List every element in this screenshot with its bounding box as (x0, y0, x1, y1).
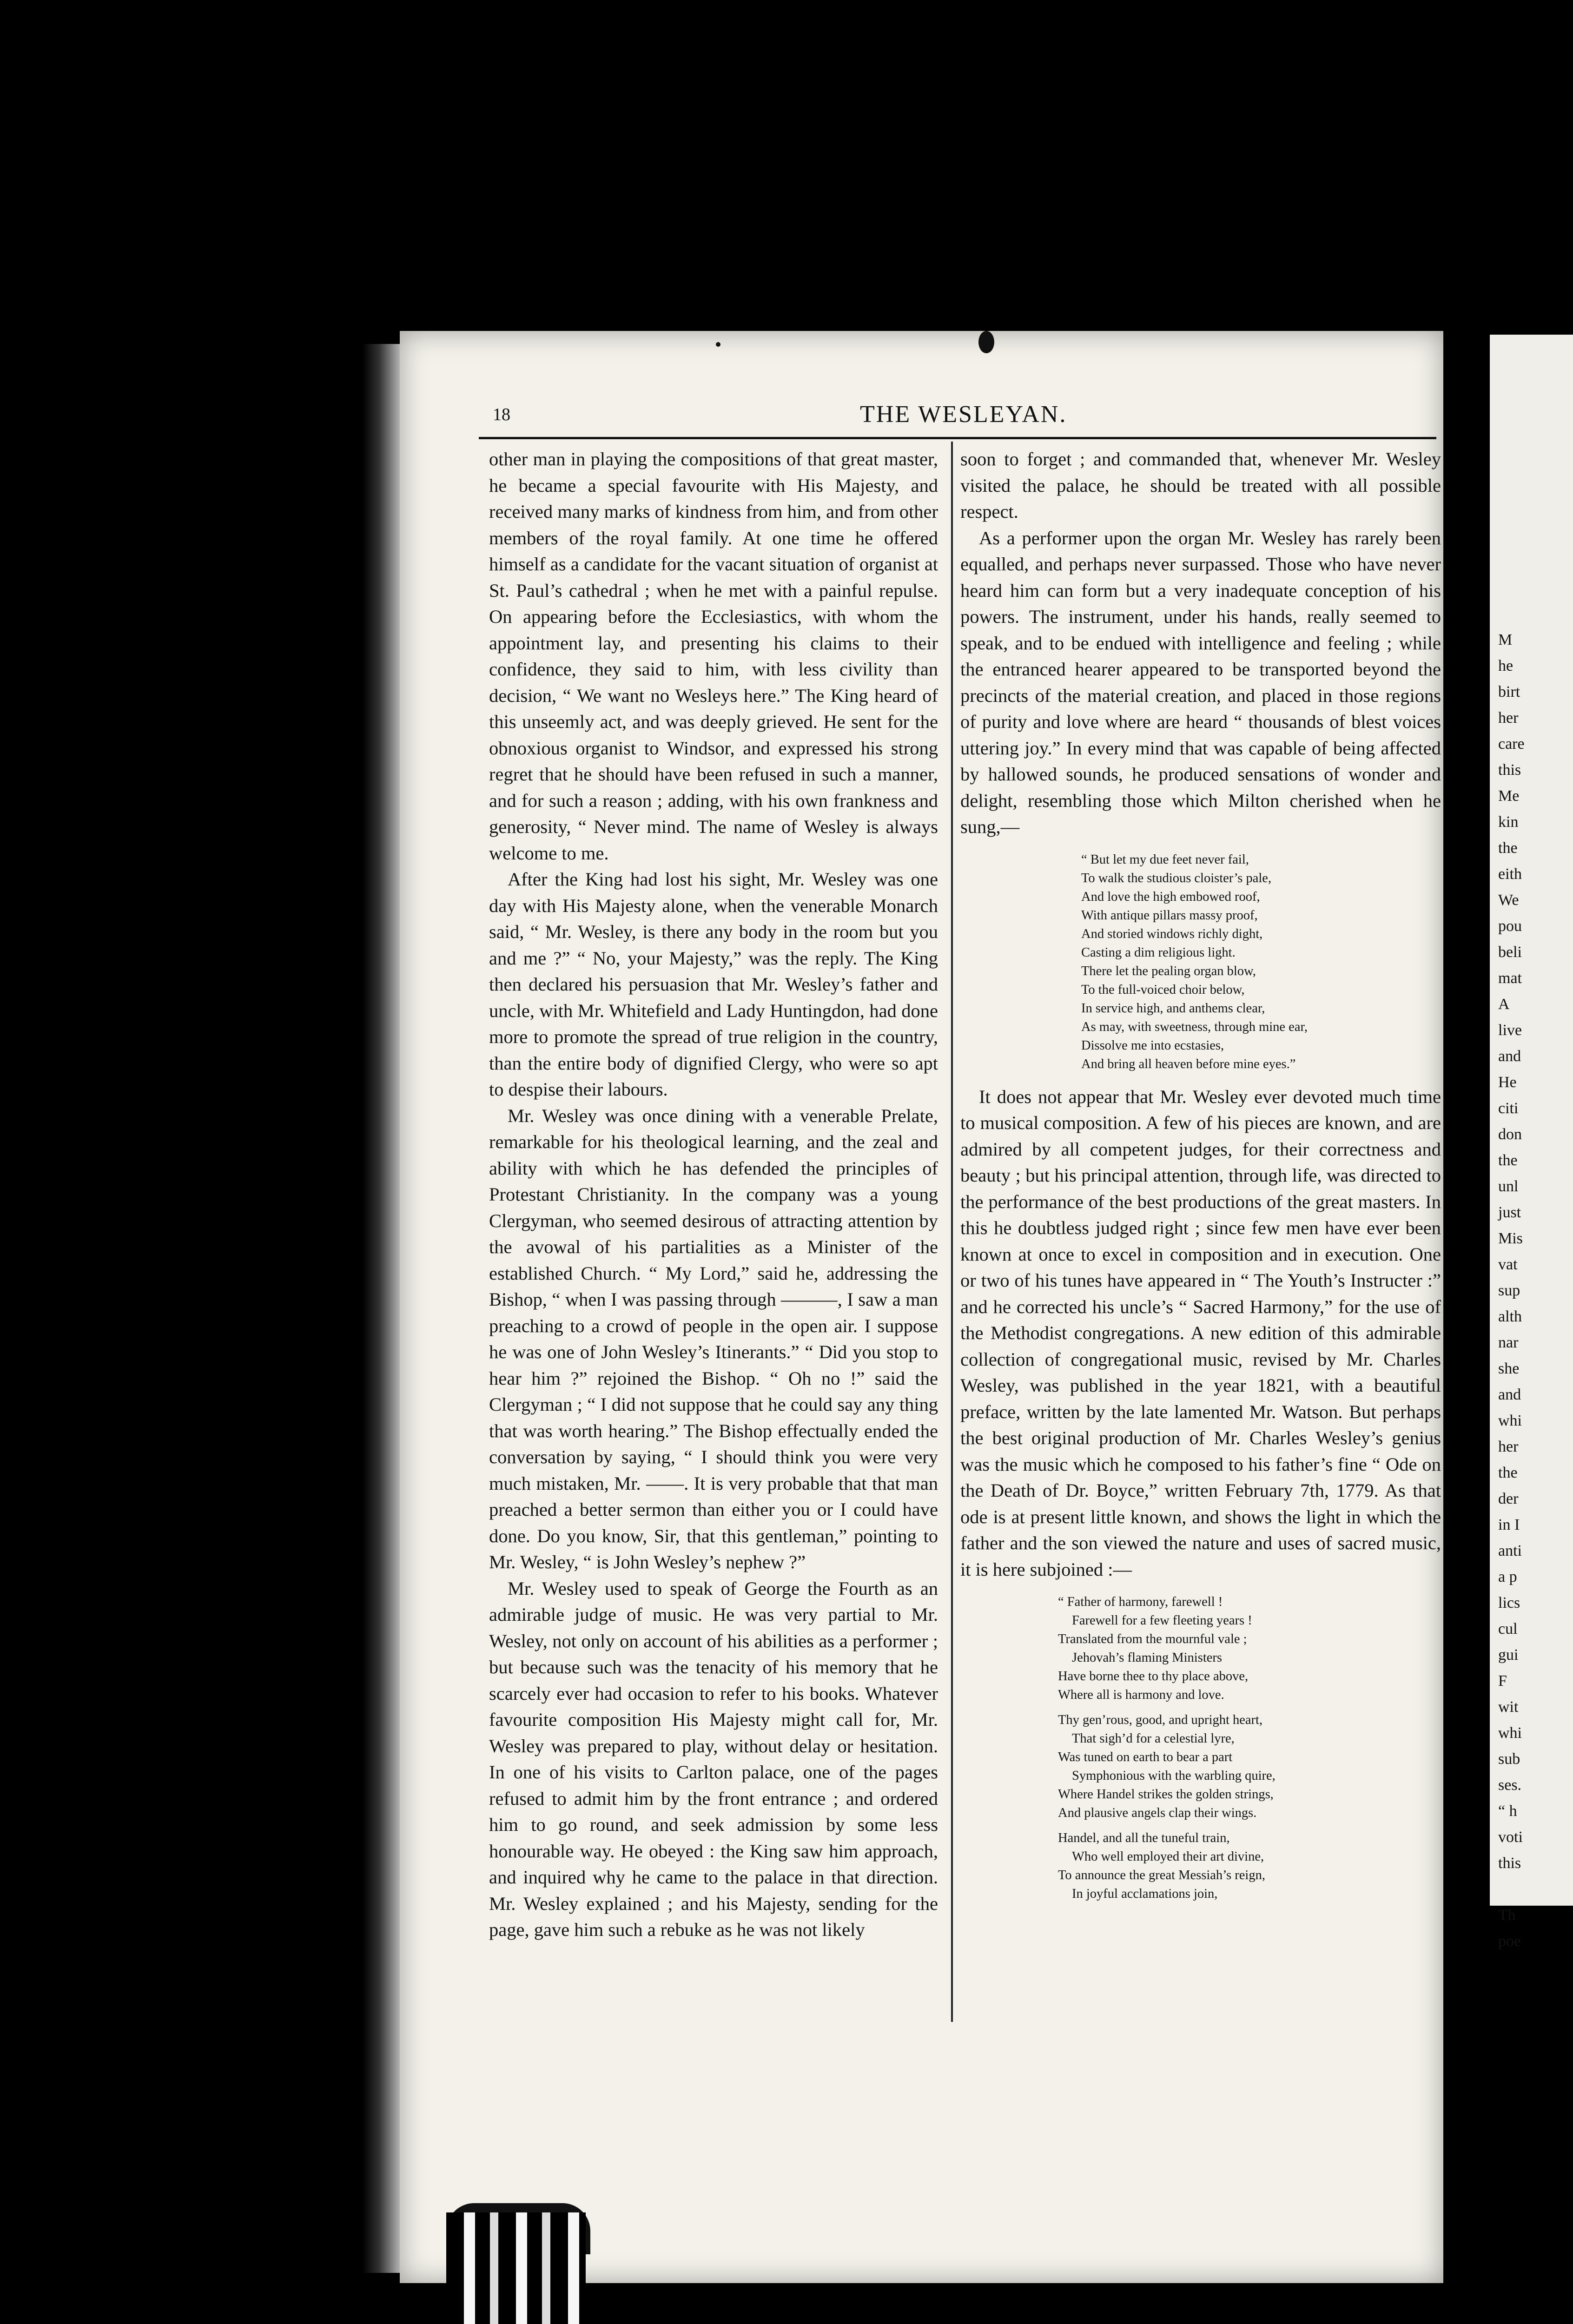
verse-line: Symphonious with the warbling quire, (1072, 1769, 1276, 1783)
facing-page-fragment: the (1498, 1152, 1518, 1169)
verse-line: With antique pillars massy proof, (1081, 908, 1258, 923)
verse-line: Was tuned on earth to bear a part (1058, 1750, 1233, 1764)
left-column (489, 446, 938, 1943)
verse-line: That sigh’d for a celestial lyre, (1072, 1731, 1235, 1746)
verse-line: And plausive angels clap their wings. (1058, 1806, 1257, 1820)
verse-line: And love the high embowed roof, (1081, 889, 1260, 904)
facing-page-fragment: Mis (1498, 1230, 1523, 1247)
verse-line: To walk the studious cloister’s pale, (1081, 871, 1272, 885)
verse-line: Have borne thee to thy place above, (1058, 1669, 1249, 1684)
verse-line: And bring all heaven before mine eyes.” (1081, 1056, 1296, 1071)
facing-page-fragment: lics (1498, 1594, 1520, 1611)
paragraph: Mr. Wesley was once dining with a venerable Prelate, remarkable for his theological learning, and the zeal and ability with which he has defended the principles of Protestant Christianity. In the company was a young Clergyman, who seemed desirous of attracting attention by the avowal of his partialities as a Minister of the established Church. “ My Lord,” said he, addressing the Bishop, “ when I was passing through ———, I saw a man preaching to a crowd of people in the open air. I suppose he was one of John Wesley’s Itinerants.” “ Did you stop to hear him ?” rejoined the Bishop. “ Oh no !” said the Clergyman ; “ I did not suppose that he could say any thing that was worth hearing.” The Bishop effectually ended the conversation by saying, “ I should think you were very much mistaken, Mr. ——. It is very probable that that man preached a better sermon than either you or I could have done. Do you know, Sir, that this gentleman,” pointing to Mr. Wesley, “ is John Wesley’s nephew ?” (489, 1105, 938, 1572)
ode-stanza (1058, 1829, 1441, 1903)
verse-line: Handel, and all the tuneful train, (1058, 1831, 1230, 1845)
verse-line: Where Handel strikes the golden strings, (1058, 1787, 1274, 1802)
facing-page-fragment: unl (1498, 1178, 1519, 1195)
facing-page-fragment: F (1498, 1672, 1507, 1690)
facing-page-fragment: care (1498, 735, 1525, 753)
facing-page-fragment: der (1498, 1490, 1519, 1507)
facing-page-fragment: don (1498, 1126, 1522, 1143)
facing-page-fragment: in I (1498, 1516, 1520, 1533)
facing-page-fragment: gui (1498, 1646, 1519, 1664)
verse-line: There let the pealing organ blow, (1081, 964, 1256, 978)
verse-line: In service high, and anthems clear, (1081, 1001, 1265, 1016)
facing-page-fragment: M (1498, 631, 1513, 648)
facing-page-fragment: citi (1498, 1100, 1519, 1117)
facing-page-sliver (1490, 335, 1573, 1950)
header-rule (479, 437, 1436, 439)
facing-page-fragment: this (1498, 1855, 1521, 1872)
facing-page-fragment: her (1498, 1438, 1519, 1455)
facing-page-fragment: her (1498, 709, 1519, 726)
facing-page-fragment: pou (1498, 918, 1522, 935)
facing-page-fragment: cul (1498, 1620, 1518, 1637)
paragraph: soon to forget ; and commanded that, whenever Mr. Wesley visited the palace, he should be treated with all possible respect. (960, 449, 1441, 522)
verse-line: Thy gen’rous, good, and upright heart, (1058, 1713, 1263, 1727)
facing-page-fragment: “ h (1498, 1802, 1517, 1820)
verse-line: In joyful acclamations join, (1072, 1887, 1218, 1901)
facing-page-fragment: he (1498, 657, 1514, 674)
facing-page-fragment: voti (1498, 1829, 1523, 1846)
facing-page-fragment: just (1498, 1204, 1521, 1221)
column-rule (951, 442, 953, 2022)
verse-line: Casting a dim religious light. (1081, 945, 1236, 960)
ink-speck (716, 342, 720, 347)
paragraph: It does not appear that Mr. Wesley ever devoted much time to musical composition. A few of his pieces are known, and are admired by all competent judges, for their correctness and beauty ; but his principal attention, through life, was directed to the performance of the best productions of the great masters. In this he doubtless judged right ; since few men have ever been known at once to excel in composition and in execution. One or two of his tunes have appeared in “ The Youth’s Instructer :” and he corrected his uncle’s “ Sacred Harmony,” for the use of the Methodist congregations. A new edition of this admirable collection of congregational music, revised by Mr. Charles Wesley, was published in the year 1821, with a beautiful preface, written by the late lamented Mr. Watson. But perhaps the best original production of Mr. Charles Wesley’s genius was the music which he composed to his father’s fine “ Ode on the Death of Dr. Boyce,” written February 7th, 1779. As that ode is at present little known, and shows the light in which the father and the son viewed the nature and uses of sacred music, it is here subjoined :— (960, 1086, 1441, 1580)
verse-line: Jehovah’s flaming Ministers (1072, 1651, 1222, 1665)
ode-stanza (1058, 1593, 1441, 1704)
facing-page-fragment: He (1498, 1074, 1517, 1091)
facing-page-fragment: kin (1498, 813, 1519, 831)
page-header (493, 401, 1436, 433)
facing-page-fragment: sub (1498, 1750, 1520, 1768)
facing-page-fragment: ses. (1498, 1776, 1522, 1794)
facing-page-fragment: the (1498, 1464, 1518, 1481)
facing-page-fragment: mat (1498, 970, 1522, 987)
milton-verse (1081, 851, 1441, 1074)
facing-page-fragment: the (1498, 839, 1518, 857)
facing-page-fragment: she (1498, 1360, 1520, 1377)
facing-page-fragment: Me (1498, 787, 1520, 805)
facing-page-fragment: live (1498, 1022, 1522, 1039)
right-column (960, 446, 1441, 1914)
facing-page-fragment: and (1498, 1048, 1521, 1065)
verse-line: To the full-voiced choir below, (1081, 982, 1245, 997)
facing-page-fragment: A (1498, 996, 1510, 1013)
paragraph: Mr. Wesley used to speak of George the Fourth as an admirable judge of music. He was very partial to Mr. Wesley, not only on account of his abilities as a performer ; but because such was the tenacity of his memory that he scarcely ever had occasion to refer to his books. Whatever favourite composition His Majesty might call for, Mr. Wesley was prepared to play, without delay or hesitation. In one of his visits to Carlton palace, one of the pages refused to admit him by the front entrance ; and ordered him to go round, and seek admission by some less honourable way. He obeyed : the King saw him approach, and inquired why he came to the palace in that direction. Mr. Wesley explained ; and his Majesty, sending for the page, gave him such a rebuke as he was not likely (489, 1578, 938, 1940)
facing-page-fragment: We (1498, 891, 1519, 909)
verse-line: Dissolve me into ecstasies, (1081, 1038, 1224, 1053)
verse-line: As may, with sweetness, through mine ear, (1081, 1019, 1308, 1034)
facing-page-fragment: wit (1498, 1698, 1519, 1716)
facing-page-fragment: whi (1498, 1412, 1522, 1429)
page-edge-shadow (363, 344, 404, 2273)
facing-page-fragment: whi (1498, 1724, 1522, 1742)
verse-line: “ But let my due feet never fail, (1081, 852, 1249, 867)
facing-page-fragment: beli (1498, 944, 1522, 961)
verse-line: Translated from the mournful vale ; (1058, 1632, 1247, 1646)
ode-stanza (1058, 1711, 1441, 1822)
verse-line: Farewell for a few fleeting years ! (1072, 1613, 1252, 1628)
binding-strip (446, 2212, 586, 2324)
page-number: 18 (493, 405, 510, 424)
facing-page-fragment: nar (1498, 1334, 1519, 1351)
facing-page-fragment: Th (1498, 1907, 1516, 1924)
facing-page-fragment: birt (1498, 683, 1520, 700)
verse-line: Where all is harmony and love. (1058, 1688, 1224, 1702)
verse-line: Who well employed their art divine, (1072, 1849, 1264, 1864)
paragraph: other man in playing the compositions of that great master, he became a special favourite with His Majesty, and received many marks of kindness from him, and from other members of the royal family. At one time he offered himself as a candidate for the vacant situation of organist at St. Paul’s cathedral ; when he met with a painful repulse. On appearing before the Ecclesiastics, with whom the appointment lay, and presenting his claims to their confidence, they said to him, with less civility than decision, “ We want no Wesleys here.” The King heard of this unseemly act, and was deeply grieved. He sent for the obnoxious organist to Windsor, and expressed his strong regret that he should have been refused in such a manner, and for such a reason ; adding, with his own frankness and generosity, “ Never mind. The name of Wesley is always welcome to me. (489, 449, 938, 864)
ink-speck (978, 331, 994, 353)
facing-page-fragment: this (1498, 761, 1521, 779)
facing-page-fragment: and (1498, 1386, 1521, 1403)
facing-page-fragment: alth (1498, 1308, 1522, 1325)
facing-page-fragment: eith (1498, 865, 1522, 883)
paragraph: After the King had lost his sight, Mr. Wesley was one day with His Majesty alone, when the venerable Monarch said, “ Mr. Wesley, is there any body in the room but you and me ?” “ No, your Majesty,” was the reply. The King then declared his persuasion that Mr. Wesley’s father and uncle, with Mr. Whitefield and Lady Huntingdon, had done more to promote the spread of true religion in the country, than the entire body of dignified Clergy, who were so apt to despise their labours. (489, 869, 938, 1100)
facing-page-fragment: sup (1498, 1282, 1520, 1299)
ode-on-death-of-dr-boyce (1058, 1593, 1441, 1903)
paragraph: As a performer upon the organ Mr. Wesley has rarely been equalled, and perhaps never surpassed. Those who have never heard him can form but a very inadequate conception of his powers. The instrument, under his hands, really seemed to speak, and to be endued with intelligence and feeling ; while the entranced hearer appeared to be transported beyond the precincts of the material creation, and placed in those regions of purity and love where are heard “ thousands of blest voices uttering joy.” In every mind that was capable of being affected by hallowed sounds, he produced sensations of wonder and delight, resembling those which Milton cherished when he sung,— (960, 527, 1441, 837)
verse-line: To announce the great Messiah’s reign, (1058, 1868, 1265, 1882)
facing-page-fragment: vat (1498, 1256, 1518, 1273)
verse-line: “ Father of harmony, farewell ! (1058, 1595, 1223, 1609)
facing-page-fragment: anti (1498, 1542, 1522, 1559)
running-title: THE WESLEYAN. (860, 401, 1067, 428)
facing-page-fragment: a p (1498, 1568, 1517, 1585)
verse-line: And storied windows richly dight, (1081, 926, 1263, 941)
facing-page-fragment: poe (1498, 1933, 1521, 1950)
